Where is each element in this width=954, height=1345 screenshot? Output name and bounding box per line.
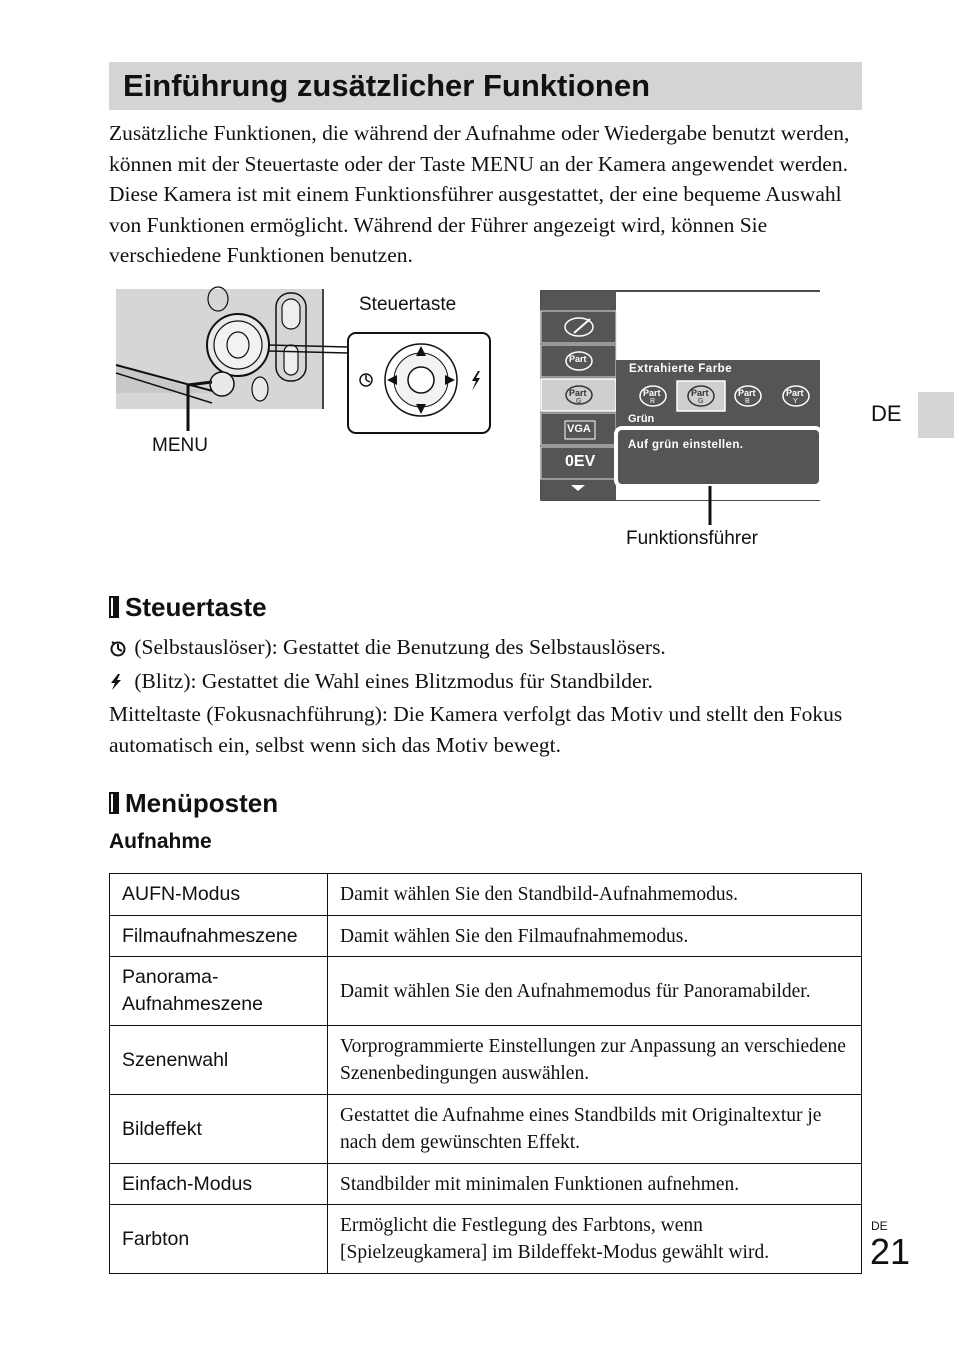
- self-timer-text: (Selbstauslöser): Gestattet die Benutzung des Selbstauslösers.: [134, 635, 666, 659]
- part-icon-label: Part: [643, 388, 661, 398]
- side-tab-label: DE: [871, 401, 902, 426]
- menu-item-key: AUFN-Modus: [110, 874, 328, 916]
- section-heading: Menüposten: [125, 788, 279, 818]
- menu-item-key: Panorama-Aufnahmeszene: [110, 957, 328, 1026]
- self-timer-icon: [109, 635, 129, 666]
- menu-item-key: Farbton: [110, 1205, 328, 1274]
- table-row: [110, 957, 862, 1026]
- steuertaste-description: [109, 632, 879, 760]
- flash-icon: [109, 669, 129, 700]
- table-row: [110, 874, 862, 916]
- camera-illustration: [100, 285, 820, 555]
- center-button-text: Mitteltaste (Fokusnachführung): Die Kamera verfolgt das Motiv und stellt den Fokus automatisch ein, selbst wenn sich das Motiv bewegt.: [109, 702, 843, 757]
- screen-header: Extrahierte Farbe: [629, 363, 733, 375]
- menu-item-value: Vorprogrammierte Einstellungen zur Anpassung an verschiedene Szenenbedingungen auswählen.: [328, 1026, 862, 1095]
- ev-icon: 0EV: [565, 453, 596, 470]
- table-row: [110, 1026, 862, 1095]
- menu-item-value: Ermöglicht die Festlegung des Farbtons, wenn [Spielzeugkamera] im Bildeffekt-Modus gewählt wird.: [328, 1205, 862, 1274]
- section-marker-icon: [109, 792, 119, 814]
- menu-item-value: Damit wählen Sie den Filmaufnahmemodus.: [328, 916, 862, 957]
- table-row: [110, 916, 862, 957]
- section-menuposten: [109, 788, 278, 819]
- section-heading: Steuertaste: [125, 592, 267, 622]
- page-title: Einführung zusätzlicher Funktionen: [123, 68, 650, 103]
- menu-item-key: Filmaufnahmeszene: [110, 916, 328, 957]
- title-bar: [109, 62, 862, 110]
- part-icon-y: Y: [793, 398, 798, 405]
- menu-item-key: Bildeffekt: [110, 1095, 328, 1164]
- menu-item-value: Gestattet die Aufnahme eines Standbilds mit Originaltextur je nach dem gewünschten Effekt.: [328, 1095, 862, 1164]
- side-tab: [918, 392, 954, 438]
- part-icon-label: Part: [738, 388, 756, 398]
- vga-icon: VGA: [567, 423, 591, 435]
- part-icon-b: B: [745, 398, 750, 405]
- page-number: 21: [870, 1231, 911, 1272]
- label-funktionsfuehrer: Funktionsführer: [626, 528, 759, 549]
- menu-item-value: Standbilder mit minimalen Funktionen aufnehmen.: [328, 1164, 862, 1205]
- section-marker-icon: [109, 596, 119, 618]
- screen-guide-text: Auf grün einstellen.: [628, 439, 744, 451]
- part-icon-label: Part: [786, 388, 804, 398]
- table-row: [110, 1205, 862, 1274]
- flash-text: (Blitz): Gestattet die Wahl eines Blitzmodus für Standbilder.: [134, 668, 653, 693]
- menu-item-key: Einfach-Modus: [110, 1164, 328, 1205]
- part-icon-label: Part: [569, 388, 587, 398]
- menu-table: [109, 873, 862, 1274]
- intro-paragraph: Zusätzliche Funktionen, die während der Aufnahme oder Wiedergabe benutzt werden, können mit der Steuertaste oder der Taste MENU an der Kamera angewendet werden. Diese Kamera ist mit einem Funktionsführer ausgestattet, der eine bequeme Auswahl von Funktionen ermöglicht. Während der Führer angezeigt wird, können Sie verschiedene Funktionen benutzen.: [109, 121, 850, 267]
- subheading-aufnahme: Aufnahme: [109, 830, 212, 853]
- table-row: [110, 1164, 862, 1205]
- part-icon-g: G: [576, 398, 582, 405]
- part-icon-g: G: [698, 398, 704, 405]
- footer-lang: DE: [871, 1219, 888, 1233]
- part-icon-label: Part: [569, 354, 587, 364]
- section-steuertaste: [109, 592, 267, 623]
- label-menu: MENU: [152, 435, 208, 456]
- menu-item-value: Damit wählen Sie den Standbild-Aufnahmemodus.: [328, 874, 862, 916]
- camera-figure: [100, 285, 820, 555]
- menu-item-key: Szenenwahl: [110, 1026, 328, 1095]
- table-row: [110, 1095, 862, 1164]
- label-steuertaste: Steuertaste: [359, 294, 457, 315]
- part-icon-r: R: [650, 398, 656, 405]
- screen-color-name: Grün: [628, 413, 655, 425]
- part-icon-label: Part: [691, 388, 709, 398]
- menu-item-value: Damit wählen Sie den Aufnahmemodus für Panoramabilder.: [328, 957, 862, 1026]
